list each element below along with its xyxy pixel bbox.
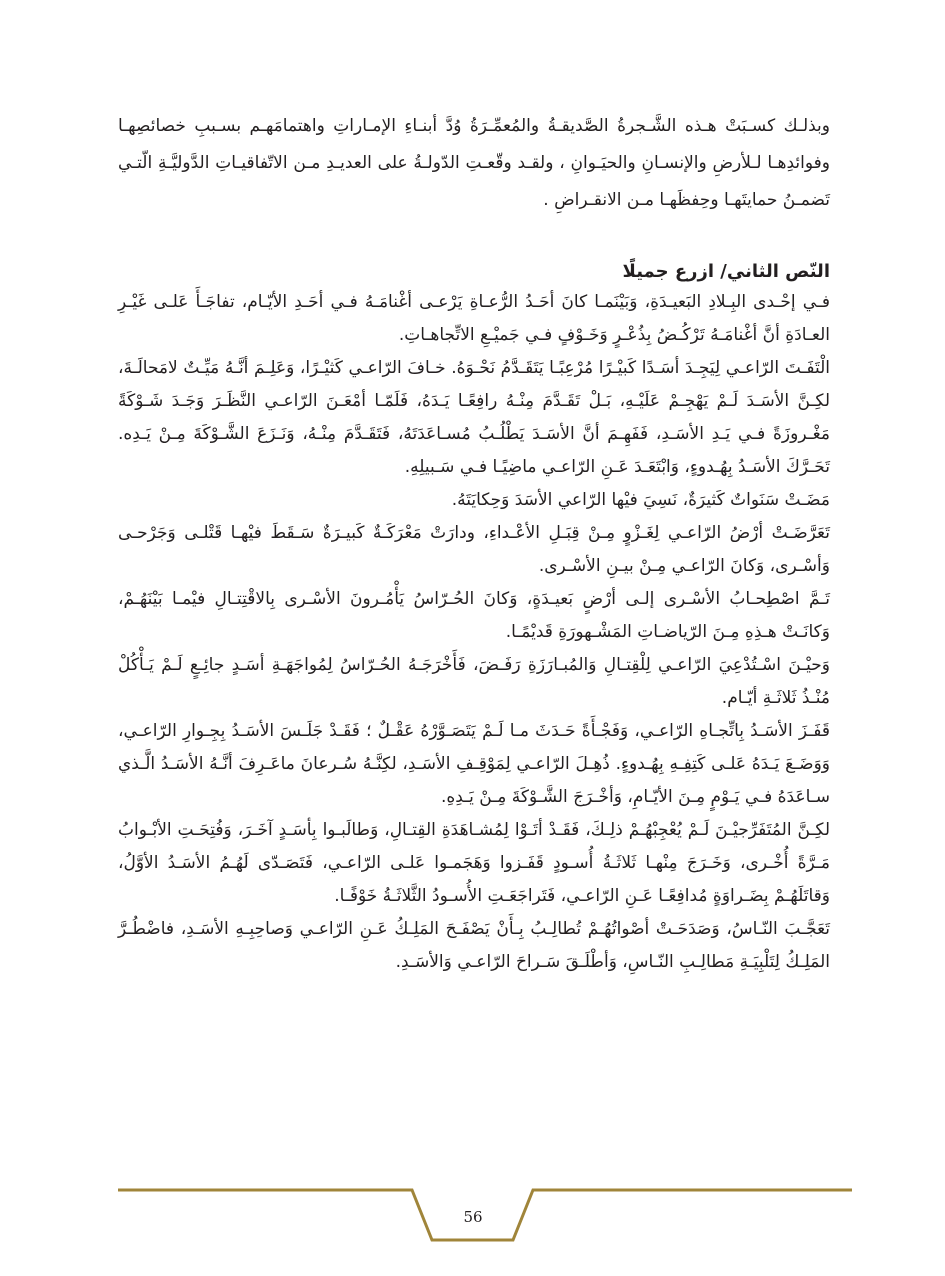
page-number: 56 [463, 1208, 483, 1226]
story-paragraph: فـي إحْـدى البِـلادِ البَعيـدَةِ، وَبَيْنَمـا كانَ أحَـدُ الرُّعـاةِ يَرْعـى أغْنامَـهُ فـي أحَـدِ الأيّـام، تفاجَـأَ عَلـى غَيْـرِ العـادَةِ أنَّ أغْنامَـهُ تَرْكُـضُ بِذُعْـرٍ وَخَـوْفٍ فـي جَميْـعِ الاتِّجاهـاتِ. [118, 292, 830, 345]
section-heading: النّص الثاني/ ازرع جميلًا [622, 261, 830, 282]
story-paragraph: وَحيْـنَ اسْـتُدْعِيَ الرّاعـي لِلْقِتـالِ وَالمُبـارَزَةِ رَفَـضَ، فَأَخْرَجَـهُ الحُـرّاسُ لِمُواجَهَـةِ أسَـدٍ جائِـعٍ لَـمْ يَـأْكُلْ مُنْـذُ ثَلاثَـةِ أيّـام. [118, 655, 830, 708]
story-paragraph: قَفَـزَ الأسَـدُ بِاتِّجـاهِ الرّاعـي، وَفَجْـأَةً حَـدَثَ مـا لَـمْ يَتَصَـوَّرْهُ عَقْـلٌ ؛ فَقَـدْ جَلَـسَ الأسَـدُ بِجِـوارِ الرّاعـي، وَوَضَـعَ يَـدَهُ عَلـى كَتِفِـهِ بِهُـدوءٍ. ذُهِـلَ الرّاعـي لِمَوْقِـفِ الأسَـدِ، لكِنَّـهُ سُـرعانَ ماعَـرِفَ أنَّـهُ الأسَـدُ الَّـذي سـاعَدَهُ فـي يَـوْمٍ مِـنَ الأيّـامِ، وَأخْـرَجَ الشَّـوْكَةَ مِـنْ يَـدِهِ. [118, 721, 830, 807]
story-paragraph: تَعَجَّـبَ النّـاسُ، وَصَدَحَـتْ أصْواتُهُـمْ تُطالِـبُ بِـأَنْ يَصْفَـحَ المَلِـكُ عَـنِ الرّاعـي وَصاحِبِـهِ الأسَـدِ، فاضْطُـرَّ المَلِـكُ لِتَلْبِيَـةِ مَطالِـبِ النّـاسِ، وَأطْلَـقَ سَـراحَ الرّاعـي وَالأسَـدِ. [118, 919, 830, 972]
intro-text: وبذلـك كسـبَتْ هـذه الشَّـجرةُ الصَّديقـةُ والمُعمِّـرَةُ وُدَّ أبنـاءِ الإمـاراتِ واهتمامَهـم بسـببِ خصائصِهـا وفوائدِهـا لـلأرضِ والإنسـانِ والحيَـوانِ ، ولقـد وقّعـتِ الدّولـةُ على العديـدِ مـن الاتّفاقيـاتِ الدَّوليَّـةِ الّتـي تَضمـنُ حمايتَهـا وحِفظَهـا مـن الانقـراضِ . [118, 116, 830, 210]
story-paragraph: لكِـنَّ المُتَفَرِّجيْـنَ لَـمْ يُعْجِبْهُـمْ ذلِـكَ، فَقَـدْ أتَـوْا لِمُشـاهَدَةِ القِتـالِ، وَطالَبـوا بِأسَـدٍ آخَـرَ، وَفُتِحَـتِ الأبْـوابُ مَـرَّةً أُخْـرى، وَخَـرَجَ مِنْهـا ثَلاثَـةُ أُسـودٍ قَفَـزوا وَهَجَمـوا عَلـى الرّاعـي، فَتَصَـدّى لَهُـمُ الأسَـدُ الأوَّلُ، وَقاتَلَهُـمْ بِضَـراوَةٍ مُدافِعًـا عَـنِ الرّاعـي، فَتَراجَعَـتِ الأُسـودُ الثَّلاثَـةُ خَوْفًـا. [118, 820, 830, 906]
story-paragraph: تَعَرَّضَـتْ أرْضُ الرّاعـي لِغَـزْوٍ مِـنْ قِبَـلِ الأعْـداءِ، ودارَتْ مَعْرَكَـةٌ كَبيـرَةٌ سَـقَطَ فيْهـا قَتْلـى وَجَرْحـى وَأسْـرى، وَكانَ الرّاعـي مِـنْ بيـنِ الأسْـرى. [118, 523, 830, 576]
story-paragraph: تَـمَّ اصْطِحـابُ الأسْـرى إلـى أرْضٍ بَعيـدَةٍ، وَكانَ الحُـرّاسُ يَأْمُـرونَ الأسْـرى بِالاقْتِتـالِ فيْمـا بَيْنَهُـمْ، وَكانَـتْ هـذِهِ مِـنَ الرّياضـاتِ المَشْـهورَةِ قَديْمًـا. [118, 589, 830, 642]
story-paragraph: الْتَفَـتَ الرّاعـي لِيَجِـدَ أسَـدًا كَبيْـرًا مُرْعِبًـا يَتَقَـدَّمُ نَحْـوَهُ. خـافَ الرّاعـي كَثيْـرًا، وَعَلِـمَ أنَّـهُ مَيِّـتٌ لامَحالَـةَ، لكِـنَّ الأسَـدَ لَـمْ يَهْجِـمْ عَلَيْـهِ، بَـلْ تَقَـدَّمَ مِنْـهُ رافِعًـا يَـدَهُ، فَلَمّـا أمْعَـنَ الرّاعـي النَّظَـرَ وَجَـدَ شَـوْكَةً مَغْـروزَةً فـي يَـدِ الأسَـدِ، فَفَهِـمَ أنَّ الأسَـدَ يَطْلُـبُ مُسـاعَدَتَهُ، فَتَقَـدَّمَ مِنْـهُ، وَنَـزَعَ الشَّـوْكَةَ مِـنْ يَـدِه. تَحَـرَّكَ الأسَـدُ بِهُـدوءٍ، وَابْتَعَـدَ عَـنِ الرّاعـي ماضِيًـا فـي سَـبيلِهِ. [118, 358, 830, 477]
story-paragraph: مَضَـتْ سَنَواتٌ كَثيرَةٌ، نَسِيَ فيْها الرّاعي الأسَدَ وَحِكايَتَهُ. [451, 490, 830, 510]
